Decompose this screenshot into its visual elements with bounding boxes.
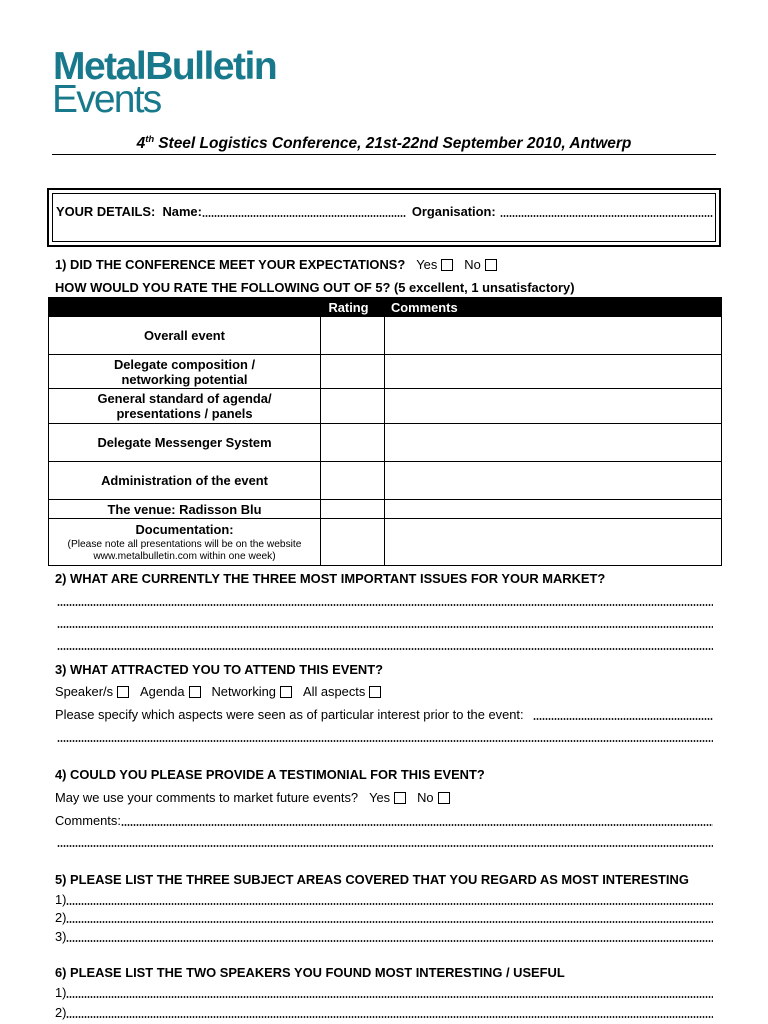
- q3-specify-label: Please specify which aspects were seen as of particular interest prior to the event:: [55, 707, 524, 722]
- q5-item-field[interactable]: [66, 903, 713, 905]
- q3-specify-field[interactable]: [533, 718, 713, 720]
- q6-item-number: 1): [55, 985, 67, 1000]
- criterion-cell: [49, 355, 321, 389]
- q1-option-yes[interactable]: [416, 257, 453, 273]
- rating-cell[interactable]: [321, 462, 385, 500]
- q4-comments-label: Comments:: [55, 813, 121, 828]
- q4-no-label: No: [417, 790, 434, 805]
- table-row: [49, 462, 722, 500]
- logo-brand: MetalBulletin: [53, 45, 277, 88]
- q2-question: 2) WHAT ARE CURRENTLY THE THREE MOST IMPORTANT ISSUES FOR YOUR MARKET?: [55, 571, 606, 586]
- q2-answer-line[interactable]: [57, 604, 713, 606]
- q1-no-checkbox[interactable]: [485, 259, 497, 271]
- q4-option-yes[interactable]: [369, 790, 406, 806]
- q4-permission-label: May we use your comments to market future events?: [55, 790, 359, 805]
- rating-cell[interactable]: [321, 355, 385, 389]
- comments-cell[interactable]: [385, 462, 722, 500]
- criterion-label: Overall event: [144, 328, 225, 343]
- organisation-label: Organisation:: [411, 204, 496, 219]
- organisation-field[interactable]: [500, 215, 713, 217]
- table-row: [49, 500, 722, 519]
- comments-cell[interactable]: [385, 519, 722, 566]
- table-row: [49, 389, 722, 424]
- rating-cell[interactable]: [321, 389, 385, 424]
- q3-all-aspects-label: All aspects: [302, 684, 366, 699]
- page-title: [52, 135, 716, 153]
- criterion-cell: [49, 389, 321, 424]
- q3-options-row: [55, 684, 713, 700]
- q1-yes-label: Yes: [416, 257, 438, 272]
- table-row: [49, 424, 722, 462]
- table-row: [49, 519, 722, 566]
- column-header-rating: Rating: [321, 298, 385, 317]
- comments-cell[interactable]: [385, 355, 722, 389]
- rating-table-header: [49, 298, 722, 317]
- table-row: [49, 317, 722, 355]
- q5-item-row: [55, 929, 713, 945]
- q2-answer-line[interactable]: [57, 648, 713, 650]
- q1-yes-checkbox[interactable]: [441, 259, 453, 271]
- q4-answer-line[interactable]: [57, 845, 713, 847]
- name-label: YOUR DETAILS: Name:: [56, 204, 202, 219]
- q5-item-field[interactable]: [66, 921, 713, 923]
- column-header-criterion: [49, 298, 321, 317]
- comments-cell[interactable]: [385, 424, 722, 462]
- column-header-comments: Comments: [385, 298, 722, 317]
- q4-no-checkbox[interactable]: [438, 792, 450, 804]
- rating-heading: HOW WOULD YOU RATE THE FOLLOWING OUT OF 5? (5 excellent, 1 unsatisfactory): [55, 280, 575, 295]
- comments-cell[interactable]: [385, 500, 722, 519]
- q3-networking-checkbox[interactable]: [280, 686, 292, 698]
- documentation-note: (Please note all presentations will be on the website www.metalbulletin.com within one week): [67, 538, 302, 562]
- q6-item-field[interactable]: [66, 996, 713, 998]
- rating-cell[interactable]: [321, 317, 385, 355]
- rating-cell[interactable]: [321, 500, 385, 519]
- q5-item-number: 1): [55, 892, 67, 907]
- criterion-label: The venue: Radisson Blu: [107, 501, 262, 517]
- details-row: [56, 204, 713, 220]
- q6-item-row: [55, 1005, 713, 1021]
- q6-item-number: 2): [55, 1005, 67, 1020]
- q1-no-label: No: [464, 257, 481, 272]
- q3-option-agenda[interactable]: [140, 684, 200, 700]
- logo-events: Events: [52, 78, 161, 121]
- q1-option-no[interactable]: [464, 257, 496, 273]
- q3-answer-line[interactable]: [57, 740, 713, 742]
- q4-comments-field[interactable]: [121, 824, 713, 826]
- q3-networking-label: Networking: [211, 684, 276, 699]
- criterion-label: networking potential: [121, 371, 248, 387]
- q5-question: 5) PLEASE LIST THE THREE SUBJECT AREAS COVERED THAT YOU REGARD AS MOST INTERESTING: [55, 872, 689, 887]
- q4-comments-row: [55, 813, 713, 829]
- q2-answer-line[interactable]: [57, 626, 713, 628]
- q3-speakers-label: Speaker/s: [55, 684, 114, 699]
- criterion-label: Delegate composition /: [113, 356, 256, 372]
- q3-agenda-label: Agenda: [140, 684, 185, 699]
- title-text: Steel Logistics Conference, 21st-22nd September 2010, Antwerp: [158, 135, 632, 152]
- rating-cell[interactable]: [321, 519, 385, 566]
- table-row: [49, 355, 722, 389]
- q1-question: 1) DID THE CONFERENCE MEET YOUR EXPECTATIONS?: [55, 257, 406, 272]
- q4-yes-checkbox[interactable]: [394, 792, 406, 804]
- q5-item-field[interactable]: [66, 940, 713, 942]
- q5-item-row: [55, 892, 713, 908]
- comments-cell[interactable]: [385, 317, 722, 355]
- q3-option-all-aspects[interactable]: [303, 684, 381, 700]
- q3-speakers-checkbox[interactable]: [117, 686, 129, 698]
- q6-item-row: [55, 985, 713, 1001]
- q3-all-aspects-checkbox[interactable]: [369, 686, 381, 698]
- title-suffix: th: [145, 134, 155, 145]
- criterion-label: Administration of the event: [101, 473, 268, 488]
- rating-cell[interactable]: [321, 424, 385, 462]
- q6-question: 6) PLEASE LIST THE TWO SPEAKERS YOU FOUND MOST INTERESTING / USEFUL: [55, 965, 565, 980]
- q3-agenda-checkbox[interactable]: [189, 686, 201, 698]
- q4-permission-row: [55, 790, 713, 806]
- title-number: 4: [136, 135, 146, 152]
- q4-option-no[interactable]: [417, 790, 449, 806]
- q5-item-number: 3): [55, 929, 67, 944]
- criterion-cell: [49, 519, 321, 566]
- comments-cell[interactable]: [385, 389, 722, 424]
- title-underline: [52, 154, 716, 155]
- q3-option-speakers[interactable]: [55, 684, 129, 700]
- name-field[interactable]: [202, 215, 406, 217]
- q3-option-networking[interactable]: [212, 684, 292, 700]
- q6-item-field[interactable]: [66, 1016, 713, 1018]
- criterion-cell: [49, 462, 321, 500]
- rating-table: [48, 297, 722, 566]
- q1-row: [55, 257, 713, 273]
- criterion-label: General standard of agenda/: [97, 391, 272, 406]
- q4-yes-label: Yes: [369, 790, 391, 805]
- criterion-label: Delegate Messenger System: [97, 435, 272, 450]
- q3-specify-row: [55, 707, 713, 723]
- criterion-cell: [49, 317, 321, 355]
- q4-question: 4) COULD YOU PLEASE PROVIDE A TESTIMONIAL FOR THIS EVENT?: [55, 767, 485, 782]
- q5-item-number: 2): [55, 910, 67, 925]
- criterion-cell: [49, 424, 321, 462]
- criterion-label: presentations / panels: [116, 406, 253, 421]
- criterion-cell: [49, 500, 321, 519]
- criterion-label: Documentation:: [135, 521, 234, 537]
- q5-item-row: [55, 910, 713, 926]
- q3-question: 3) WHAT ATTRACTED YOU TO ATTEND THIS EVENT?: [55, 662, 383, 677]
